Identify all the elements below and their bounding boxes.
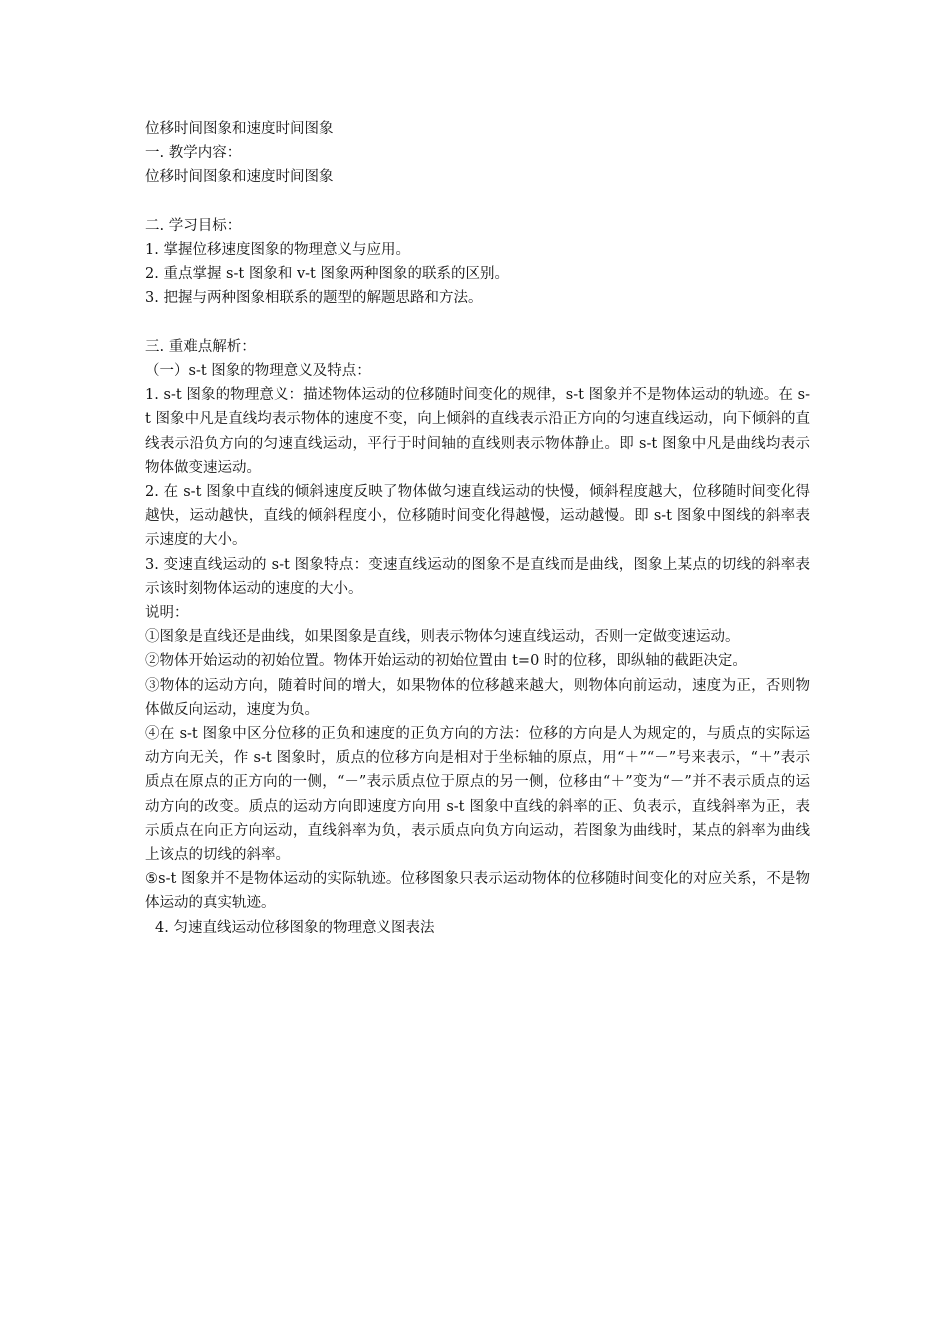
document-body [145, 117, 810, 940]
note-item-3: ③物体的运动方向，随着时间的增大，如果物体的位移越来越大，则物体向前运动，速度为正，否则物体做反向运动，速度为负。 [145, 677, 810, 718]
paragraph-variable-motion: 3. 变速直线运动的 s-t 图象特点：变速直线运动的图象不是直线而是曲线，图象上某点的切线的斜率表示该时刻物体运动的速度的大小。 [145, 556, 810, 597]
goal-item-2: 2. 重点掌握 s-t 图象和 v-t 图象两种图象的联系的区别。 [145, 266, 509, 283]
blank-line [145, 311, 810, 335]
paragraph-uniform-motion-table: 4. 匀速直线运动位移图象的物理意义图表法 [155, 919, 435, 936]
note-item-1: ①图象是直线还是曲线，如果图象是直线，则表示物体匀速直线运动，否则一定做变速运动。 [145, 629, 740, 646]
note-item-2: ②物体开始运动的初始位置。物体开始运动的初始位置由 t=0 时的位移，即纵轴的截距决定。 [145, 653, 747, 670]
paragraph-st-slope: 2. 在 s-t 图象中直线的倾斜速度反映了物体做匀速直线运动的快慢，倾斜程度越大，位移随时间变化得越快，运动越快，直线的倾斜程度小，位移随时间变化得越慢，运动越慢。即 s-t 图象中图线的斜率表示速度的大小。 [145, 484, 810, 549]
section-3-heading: 三. 重难点解析： [145, 338, 256, 355]
document-title: 位移时间图象和速度时间图象 [145, 121, 334, 137]
note-item-5: ⑤s-t 图象并不是物体运动的实际轨迹。位移图象只表示运动物体的位移随时间变化的对应关系，不是物体运动的真实轨迹。 [145, 871, 810, 912]
goal-item-1: 1. 掌握位移速度图象的物理意义与应用。 [145, 242, 410, 258]
section-1-body: 位移时间图象和速度时间图象 [145, 169, 334, 186]
section-3-subheading: （一）s-t 图象的物理意义及特点： [145, 363, 371, 379]
paragraph-st-meaning: 1. s-t 图象的物理意义：描述物体运动的位移随时间变化的规律，s-t 图象并不是物体运动的轨迹。在 s-t 图象中凡是直线均表示物体的速度不变，向上倾斜的直线表示沿正方向的匀速直线运动，向下倾斜的直线表示沿负方向的匀速直线运动，平行于时间轴的直线则表示物体静止。即 s-t 图象中凡是曲线均表示物体做变速运动。 [145, 387, 810, 476]
section-1-heading: 一. 教学内容： [145, 145, 242, 162]
goal-item-3: 3. 把握与两种图象相联系的题型的解题思路和方法。 [145, 290, 483, 307]
note-item-4: ④在 s-t 图象中区分位移的正负和速度的正负方向的方法：位移的方向是人为规定的，与质点的实际运动方向无关，作 s-t 图象时，质点的位移方向是相对于坐标轴的原点，用“＋”“－”号来表示，“＋”表示质点在原点的正方向的一侧，“－”表示质点位于原点的另一侧，位移由“＋”变为“－”并不表示质点的运动方向的改变。质点的运动方向即速度方向用 s-t 图象中直线的斜率的正、负表示，直线斜率为正，表示质点在向正方向运动，直线斜率为负，表示质点向负方向运动，若图象为曲线时，某点的斜率为曲线上该点的切线的斜率。 [145, 726, 810, 864]
blank-line [145, 190, 810, 214]
note-label: 说明： [145, 605, 189, 622]
section-2-heading: 二. 学习目标： [145, 217, 242, 234]
